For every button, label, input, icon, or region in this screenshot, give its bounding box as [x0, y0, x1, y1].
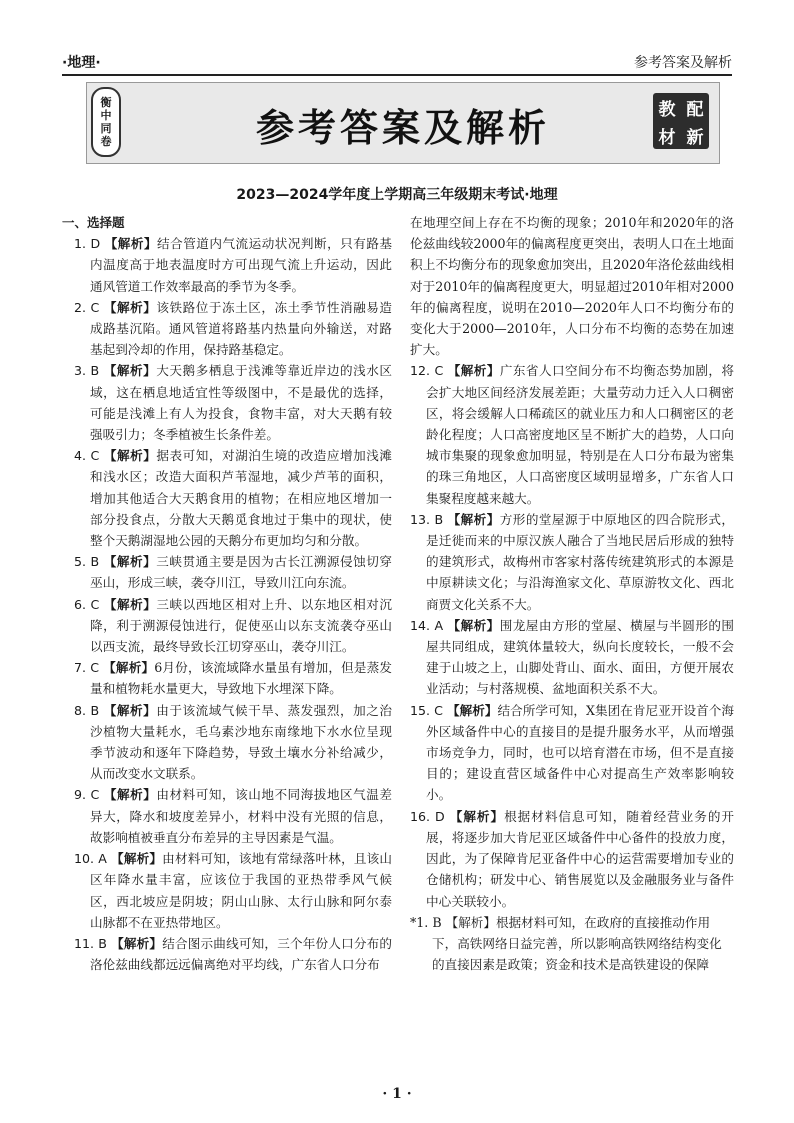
answer-item [398, 509, 734, 615]
answer-item [398, 912, 734, 976]
left-column [62, 212, 392, 975]
analysis-tag: 【解析】 [103, 787, 157, 803]
answer-item [62, 657, 392, 699]
badge-char: 新 [686, 127, 704, 148]
badge-char: 教 [658, 99, 676, 120]
seal-char: 同 [100, 122, 112, 135]
badge-char: 材 [658, 127, 676, 148]
analysis-tag: 【解析】 [447, 617, 500, 633]
answer-text: 广东省人口空间分布不均衡态势加剧，将会扩大地区间经济发展差距；大量劳动力迁入人口稠密区，将会缓解人口稀疏区的就业压力和人口稠密区的老龄化程度；人口高密度地区呈不断扩大的趋势，人口向城市集聚的现象愈加明显，特别是在人口分布最为密集的珠三角地区，人口高密度区域明显增多，广东省人口集聚程度越来越大。 [426, 363, 735, 506]
answer-text: 由于该流域气候干旱、蒸发强烈，加之治沙植物大量耗水，毛乌素沙地东南缘地下水水位呈现季节波动和逐年下降趋势，导致土壤水分补给减少，从而改变水文联系。 [90, 702, 393, 782]
analysis-tag: 【解析】 [103, 596, 157, 612]
answer-number: 1. D [74, 236, 101, 252]
answer-number: 6. C [74, 596, 100, 612]
analysis-tag: 【解析】 [103, 363, 157, 379]
header-title: 参考答案及解析 [634, 55, 732, 71]
answer-text: 6月份，该流域降水量虽有增加，但是蒸发量和植物耗水量更大，导致地下水埋深下降。 [90, 660, 393, 697]
answer-number: 12. C [410, 363, 444, 379]
exam-title: 2023—2024学年度上学期高三年级期末考试·地理 [236, 187, 558, 203]
answer-text: 据表可知，对湖泊生境的改造应增加浅滩和浅水区；改造大面积芦苇湿地，减少芦苇的面积，增加其他适合大天鹅食用的植物；在相应地区增加一部分投食点，分散大天鹅觅食地过于集中的现状，使整个天鹅湖湿地公园的天鹅分布更加均匀和分散。 [90, 448, 392, 549]
answer-item [62, 700, 392, 785]
answer-item [398, 700, 734, 806]
section-heading: 一、选择题 [62, 215, 125, 230]
analysis-tag: 【解析】 [103, 702, 157, 718]
analysis-tag: 【解析】 [104, 236, 158, 252]
analysis-tag: 【解析】 [446, 702, 498, 718]
answer-item [62, 233, 392, 297]
answer-item [62, 784, 392, 848]
analysis-tag: 【解析】 [103, 554, 157, 570]
answer-number: 8. B [74, 702, 100, 718]
textbook-badge [653, 93, 709, 149]
answer-number: 15. C [410, 702, 443, 718]
answer-number: 14. A [410, 617, 444, 633]
seal-char: 中 [100, 109, 112, 122]
analysis-tag: 【解析】 [449, 808, 505, 824]
analysis-tag: 【解析】 [111, 935, 163, 951]
answer-text: 围龙屋由方形的堂屋、横屋与半圆形的围屋共同组成，建筑体量较大，纵向长度较长，一般不会建于山坡之上，山脚处背山、面水、面田，方便开展农业活动；与村落规模、盆地面积关系不大。 [426, 617, 734, 697]
subject-label: ·地理· [62, 55, 101, 71]
answer-item [398, 360, 734, 508]
answer-item [62, 297, 392, 361]
answer-item [62, 848, 392, 933]
banner-title: 参考答案及解析 [255, 106, 550, 150]
answer-text: 根据材料信息可知，随着经营业务的开展，将逐步加大肯尼亚区域备件中心备件的投放力度，因此，为了保障肯尼亚备件中心的运营需要增加专业的仓储机构；研发中心、销售展览以及金融服务业与备件中心关联较小。 [426, 808, 735, 909]
answer-number: 7. C [74, 660, 99, 676]
answer-number: 3. B [74, 363, 100, 379]
answer-text: 方形的堂屋源于中原地区的四合院形式，是迁徙而来的中原汉族人融合了当地民居后形成的独特的建筑形式，故梅州市客家村落传统建筑形式的本源是中原耕读文化；与沿海渔家文化、草原游牧文化、西北商贾文化关系不大。 [426, 511, 735, 612]
answer-text: 根据材料可知，在政府的直接推动作用下，高铁网络日益完善，所以影响高铁网络结构变化的直接因素是政策；资金和技术是高铁建设的保障 [432, 914, 722, 973]
answer-number: 4. C [74, 448, 100, 464]
answer-text: 三峡以西地区相对上升、以东地区相对沉降，利于溯源侵蚀进行，促使巫山以东支流袭夺巫山以西支流，最终导致长江切穿巫山，袭夺川江。 [90, 596, 392, 655]
right-column [398, 212, 734, 975]
analysis-tag: 【解析】 [445, 914, 496, 930]
answer-text: 结合图示曲线可知，三个年份人口分布的洛伦兹曲线都远远偏离绝对平均线，广东省人口分布 [90, 935, 393, 973]
analysis-tag: 【解析】 [447, 363, 500, 379]
badge-char: 配 [686, 99, 704, 120]
answer-item [62, 933, 392, 975]
answer-item [398, 615, 734, 700]
answer-text: 结合管道内气流运动状况判断，只有路基内温度高于地表温度时方可出现气流上升运动，因此通风管道工作效率最高的季节为冬季。 [90, 236, 393, 294]
answer-text: 大天鹅多栖息于浅滩等靠近岸边的浅水区域，这在栖息地适宜性等级图中，不是最优的选择，可能是浅滩上有人为投食，食物丰富，对大天鹅有较强吸引力；冬季植被生长条件差。 [90, 363, 393, 443]
answer-text: 由材料可知，该山地不同海拔地区气温差异大，降水和坡度差异小，材料中没有光照的信息，故影响植被垂直分布差异的主导因素是气温。 [90, 787, 392, 845]
answer-number: 2. C [74, 299, 100, 315]
analysis-tag: 【解析】 [103, 660, 155, 676]
seal-char: 卷 [100, 135, 112, 148]
page-number: · 1 · [382, 1086, 412, 1102]
analysis-tag: 【解析】 [111, 851, 163, 867]
seal-char: 衡 [100, 96, 112, 109]
answer-item [62, 445, 392, 551]
analysis-tag: 【解析】 [103, 448, 157, 464]
answer-text: 结合所学可知，X集团在肯尼亚开设首个海外区域备件中心的直接目的是提升服务水平，从而增强市场竞争力，同时，也可以培育潜在市场，但不是直接目的；建设直营区域备件中心对提高生产效率影响较小。 [426, 702, 734, 803]
page-header [62, 50, 732, 76]
answer-number: 9. C [74, 787, 100, 803]
answer-text: 三峡贯通主要是因为古长江溯源侵蚀切穿巫山，形成三峡，袭夺川江，导致川江向东流。 [90, 554, 393, 591]
analysis-tag: 【解析】 [103, 299, 157, 315]
answer-number: 5. B [74, 554, 100, 570]
answer-item [62, 360, 392, 445]
answer-number: 10. A [74, 851, 107, 867]
answer-number: *1. B [410, 914, 442, 930]
answer-item [62, 594, 392, 658]
answer-text: 该铁路位于冻土区，冻土季节性消融易造成路基沉陷。通风管道将路基内热量向外输送，对路基起到冷却的作用，保持路基稳定。 [90, 299, 392, 358]
answer-item [62, 551, 392, 593]
continued-text: 在地理空间上存在不均衡的现象；2010年和2020年的洛伦兹曲线较2000年的偏离程度更突出，表明人口在土地面积上不均衡分布的现象愈加突出，且2020年洛伦兹曲线相对于2010年的偏离程度更大，明显超过2010年相对2000年的偏离程度，说明在2010—2020年人口不均衡分布的变化大于2000—2010年，人口分布不均衡的态势在加速扩大。 [410, 215, 734, 358]
answer-number: 13. B [410, 511, 444, 527]
answer-item [398, 806, 734, 912]
title-banner [86, 82, 720, 164]
answer-number: 11. B [74, 935, 107, 951]
answer-text: 由材料可知，该地有常绿落叶林，且该山区年降水量丰富，应该位于我国的亚热带季风气候区，西北坡应是阴坡；阴山山脉、太行山脉和阿尔泰山脉都不在亚热带地区。 [90, 851, 393, 930]
answer-number: 16. D [410, 808, 445, 824]
analysis-tag: 【解析】 [447, 511, 500, 527]
